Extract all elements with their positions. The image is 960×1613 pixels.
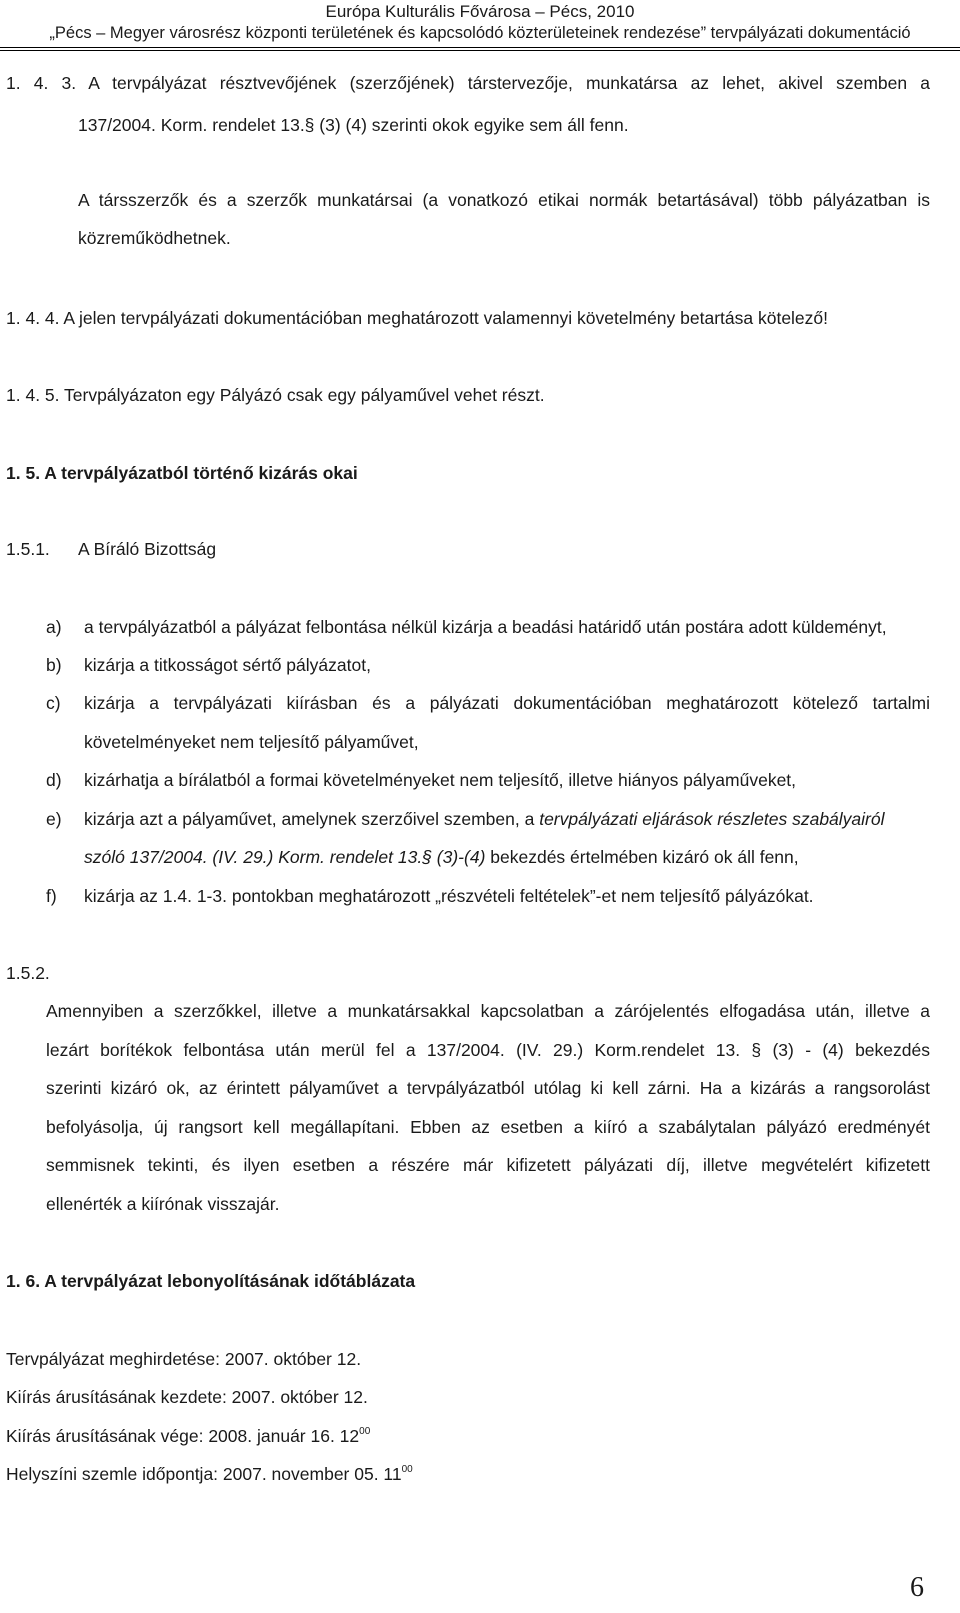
item-a-text: a tervpályázatból a pályázat felbontása nélkül kizárja a beadási határidő után postára adott küldeményt, (84, 617, 887, 637)
section-1-5-2-line-4: befolyásolja, új rangsort kell megállapítani. Ebben az esetben a kiíró a szabálytalan pályázó eredményét (46, 1117, 930, 1137)
schedule-row-1: Tervpályázat meghirdetése: 2007. október 12. (6, 1349, 362, 1369)
item-e-marker: e) (46, 809, 62, 829)
item-e-text-2-plain: bekezdés értelmében kizáró ok áll fenn, (485, 847, 799, 867)
item-b-marker: b) (46, 655, 62, 675)
section-1-4-3-line-4: közreműködhetnek. (78, 228, 231, 248)
item-e-text-1 (84, 808, 885, 830)
schedule-row-4-sup: 00 (401, 1464, 413, 1475)
schedule-row-3-sup: 00 (359, 1426, 371, 1437)
section-1-4-3-line-3: A társszerzők és a szerzők munkatársai (a vonatkozó etikai normák betartásával) több pályázatban is (78, 190, 930, 210)
item-b-text: kizárja a titkosságot sértő pályázatot, (84, 655, 371, 675)
section-1-5-2-number: 1.5.2. (6, 963, 50, 983)
item-e-text-2-italic: szóló 137/2004. (IV. 29.) Korm. rendelet 13.§ (3)-(4) (84, 847, 486, 867)
item-c-text-2: követelményeket nem teljesítő pályaművet, (84, 732, 419, 752)
schedule-row-4-text: Helyszíni szemle időpontja: 2007. november 05. 11 (6, 1464, 402, 1484)
section-1-4-3-line-1: 1. 4. 3. A tervpályázat résztvevőjének (szerzőjének) társtervezője, munkatársa az lehet, akivel szemben a (6, 73, 930, 93)
section-1-5-2-line-2: lezárt borítékok felbontása után merül fel a 137/2004. (IV. 29.) Korm.rendelet 13. § (3) - (4) bekezdés (46, 1040, 930, 1060)
schedule-row-3-text: Kiírás árusításának vége: 2008. január 16. 12 (6, 1426, 360, 1446)
item-e-text-1-plain: kizárja azt a pályaművet, amelynek szerzőivel szemben, a (84, 809, 540, 829)
section-1-5-1-title: A Bíráló Bizottság (78, 539, 217, 559)
section-1-5-title: 1. 5. A tervpályázatból történő kizárás okai (6, 463, 358, 483)
header-line-1: Európa Kulturális Fővárosa – Pécs, 2010 (325, 2, 635, 21)
section-1-5-1-number: 1.5.1. (6, 539, 50, 559)
header-rule (0, 47, 960, 48)
item-f-text: kizárja az 1.4. 1-3. pontokban meghatározott „részvételi feltételek”-et nem teljesítő pályázókat. (84, 886, 814, 906)
item-e-text-1-italic: tervpályázati eljárások részletes szabályairól (539, 809, 885, 829)
item-e-text-2 (84, 846, 799, 868)
section-1-5-2-line-1: Amennyiben a szerzőkkel, illetve a munkatársakkal kapcsolatban a zárójelentés elfogadása után, illetve a (46, 1001, 930, 1021)
schedule-row-2: Kiírás árusításának kezdete: 2007. október 12. (6, 1387, 368, 1407)
section-1-4-5: 1. 4. 5. Tervpályázaton egy Pályázó csak egy pályaművel vehet részt. (6, 385, 545, 405)
item-d-marker: d) (46, 770, 62, 790)
section-1-4-3-line-2: 137/2004. Korm. rendelet 13.§ (3) (4) szerinti okok egyike sem áll fenn. (78, 115, 629, 135)
section-1-4-4: 1. 4. 4. A jelen tervpályázati dokumentációban meghatározott valamennyi követelmény betartása kötelező! (6, 308, 829, 328)
item-d-text: kizárhatja a bírálatból a formai követelményeket nem teljesítő, illetve hiányos pályaműveket, (84, 770, 797, 790)
header-rule-2 (0, 50, 960, 51)
item-f-marker: f) (46, 886, 57, 906)
item-c-marker: c) (46, 693, 61, 713)
item-a-marker: a) (46, 617, 62, 637)
header-line-2: „Pécs – Megyer városrész központi területének és kapcsolódó közterületeinek rendezése” tervpályázati dokumentáció (49, 24, 911, 42)
item-c-text-1: kizárja a tervpályázati kiírásban és a pályázati dokumentációban meghatározott kötelező tartalmi (84, 693, 930, 713)
section-1-5-2-line-5: semmisnek tekinti, és ilyen esetben a részére már kifizetett pályázati díj, illetve megvételért kifizetett (46, 1155, 930, 1175)
section-1-5-2-line-6: ellenérték a kiírónak visszajár. (46, 1194, 280, 1214)
schedule-row-4 (6, 1463, 413, 1485)
schedule-row-3 (6, 1425, 370, 1447)
section-1-6-title: 1. 6. A tervpályázat lebonyolításának időtáblázata (6, 1271, 416, 1291)
section-1-5-2-line-3: szerinti kizáró ok, az érintett pályaművet a tervpályázatból utólag ki kell zárni. Ha a kizárás a rangsorolást (46, 1078, 930, 1098)
page-number: 6 (910, 1572, 924, 1603)
